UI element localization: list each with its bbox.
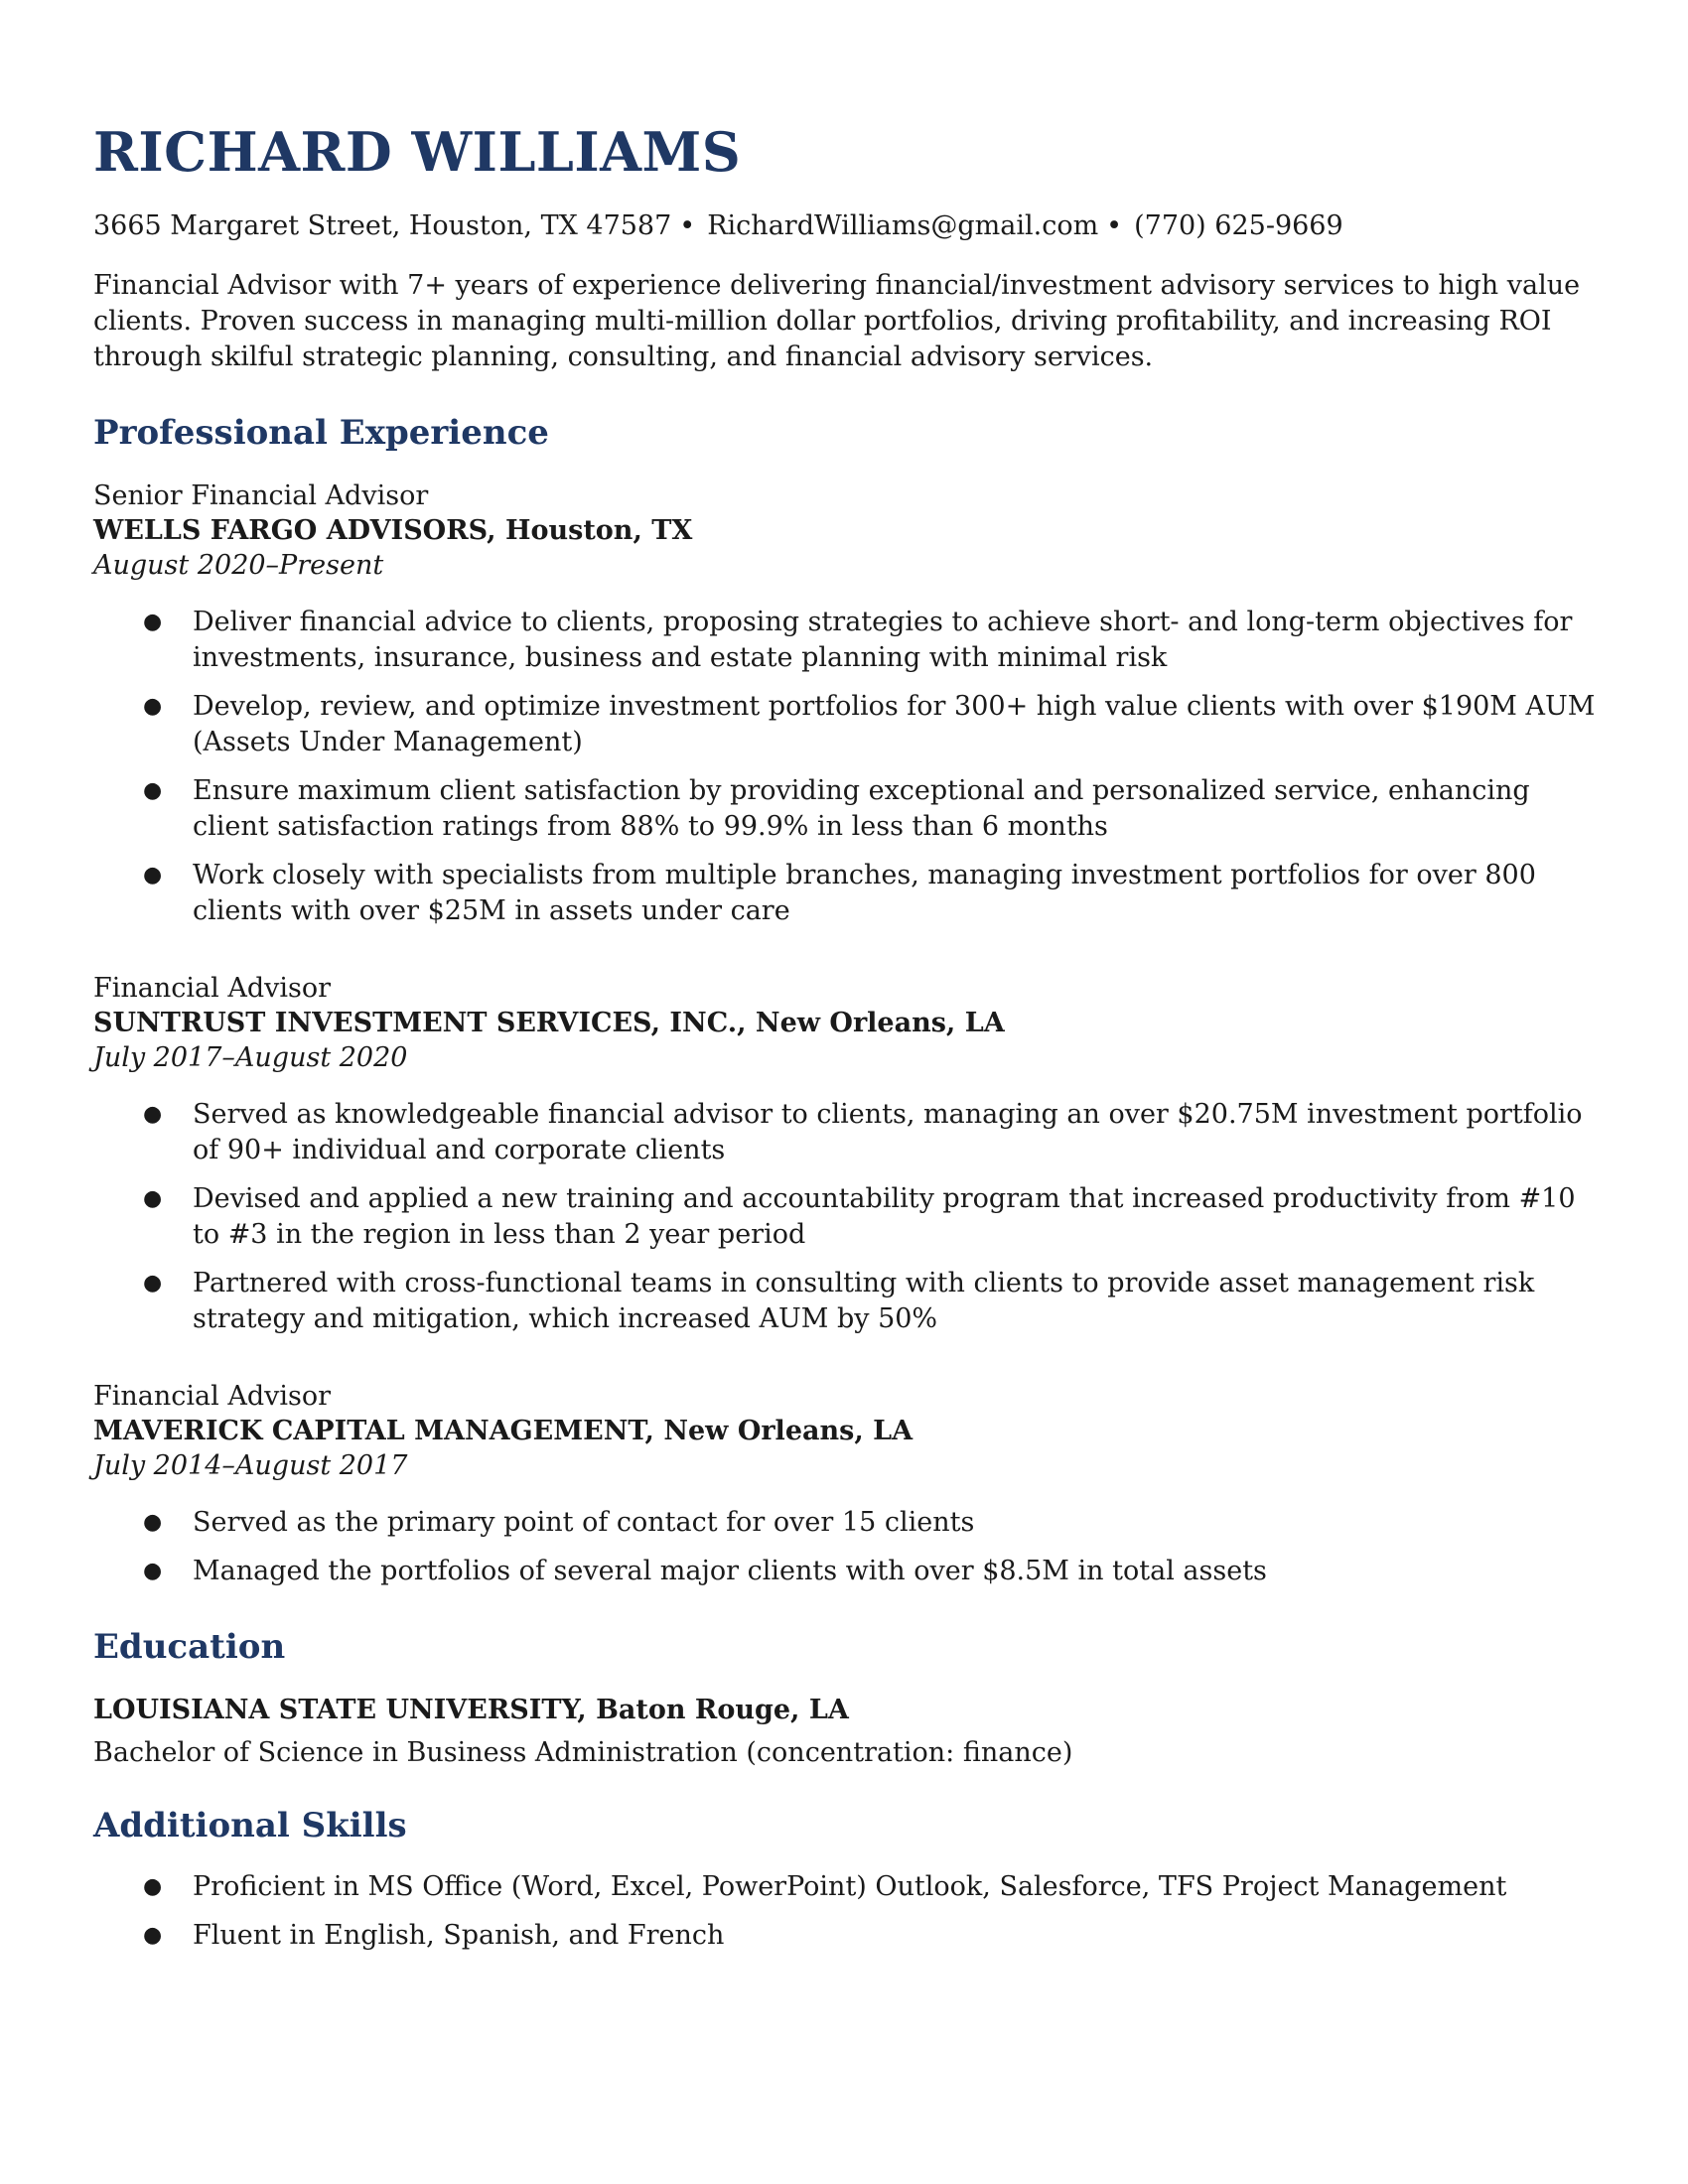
resume-page — [93, 117, 1603, 1967]
bullet-text: Served as the primary point of contact for over 15 clients — [193, 1507, 975, 1538]
skills-list — [93, 1869, 1603, 1954]
job-dates: July 2014–August 2017 — [93, 1450, 408, 1481]
bullet-text: Managed the portfolios of several major clients with over $8.5M in total assets — [193, 1556, 1267, 1586]
list-item — [93, 689, 1603, 760]
bullet-text: Develop, review, and optimize investment portfolios for 300+ high value clients with over $190M AUM (Assets Under Management) — [193, 691, 1596, 757]
job-entry — [93, 478, 1603, 929]
bullet-icon: ● — [143, 1271, 163, 1296]
phone: (770) 625-9669 — [1134, 210, 1343, 241]
section-title-experience: Professional Experience — [93, 413, 549, 453]
job-bullets — [93, 1505, 1603, 1589]
job-role: Senior Financial Advisor — [93, 480, 429, 511]
bullet-text: Work closely with specialists from multiple branches, managing investment portfolios for over 800 clients with over $25M in assets under care — [193, 860, 1536, 926]
job-bullets — [93, 605, 1603, 929]
job-entry — [93, 971, 1603, 1337]
bullet-icon: ● — [143, 1923, 163, 1948]
bullet-icon: ● — [143, 610, 163, 634]
job-org: MAVERICK CAPITAL MANAGEMENT, New Orleans, LA — [93, 1416, 914, 1446]
separator: • — [1106, 210, 1123, 241]
bullet-icon: ● — [143, 1102, 163, 1127]
job-entry — [93, 1379, 1603, 1589]
skill-text: Fluent in English, Spanish, and French — [193, 1920, 725, 1951]
bullet-icon: ● — [143, 1874, 163, 1899]
education-degree: Bachelor of Science in Business Administration (concentration: finance) — [93, 1737, 1073, 1768]
list-item — [93, 1266, 1603, 1337]
bullet-text: Devised and applied a new training and accountability program that increased productivity from #10 to #3 in the region in less than 2 year period — [193, 1183, 1576, 1250]
bullet-text: Ensure maximum client satisfaction by providing exceptional and personalized service, enhancing client satisfaction ratings from 88% to 99.9% in less than 6 months — [193, 775, 1530, 842]
list-item — [93, 1181, 1603, 1253]
job-bullets — [93, 1097, 1603, 1337]
job-dates: July 2017–August 2020 — [93, 1042, 408, 1073]
list-item — [93, 605, 1603, 676]
list-item — [93, 858, 1603, 929]
list-item — [93, 1097, 1603, 1168]
job-role: Financial Advisor — [93, 973, 332, 1004]
job-org: WELLS FARGO ADVISORS, Houston, TX — [93, 515, 693, 546]
email-link[interactable]: RichardWilliams@gmail.com — [707, 210, 1099, 241]
separator: • — [679, 210, 696, 241]
education-org: LOUISIANA STATE UNIVERSITY, Baton Rouge, LA — [93, 1695, 849, 1725]
bullet-icon: ● — [143, 1186, 163, 1211]
section-title-skills: Additional Skills — [93, 1806, 407, 1845]
bullet-icon: ● — [143, 694, 163, 719]
list-item — [93, 1869, 1603, 1905]
bullet-icon: ● — [143, 1510, 163, 1535]
bullet-text: Deliver financial advice to clients, proposing strategies to achieve short- and long-term objectives for investments, insurance, business and estate planning with minimal risk — [193, 607, 1573, 673]
candidate-name: RICHARD WILLIAMS — [93, 120, 742, 184]
list-item — [93, 1918, 1603, 1954]
list-item — [93, 1554, 1603, 1589]
list-item — [93, 1505, 1603, 1541]
section-title-education: Education — [93, 1627, 286, 1667]
address: 3665 Margaret Street, Houston, TX 47587 — [93, 210, 672, 241]
summary: Financial Advisor with 7+ years of experience delivering financial/investment advisory services to high value clients. Proven success in managing multi-million dollar portfolios, driving profitability, and increasing ROI through skilful strategic planning, consulting, and financial advisory services. — [93, 270, 1581, 372]
job-role: Financial Advisor — [93, 1381, 332, 1412]
job-dates: August 2020–Present — [93, 550, 384, 581]
list-item — [93, 773, 1603, 845]
bullet-icon: ● — [143, 1559, 163, 1583]
job-org: SUNTRUST INVESTMENT SERVICES, INC., New Orleans, LA — [93, 1008, 1005, 1038]
bullet-text: Partnered with cross-functional teams in consulting with clients to provide asset management risk strategy and mitigation, which increased AUM by 50% — [193, 1268, 1535, 1334]
bullet-icon: ● — [143, 778, 163, 803]
bullet-icon: ● — [143, 863, 163, 887]
bullet-text: Served as knowledgeable financial advisor to clients, managing an over $20.75M investment portfolio of 90+ individual and corporate clients — [193, 1099, 1583, 1165]
skill-text: Proficient in MS Office (Word, Excel, PowerPoint) Outlook, Salesforce, TFS Project Management — [193, 1871, 1507, 1902]
contact-line — [93, 208, 1603, 244]
